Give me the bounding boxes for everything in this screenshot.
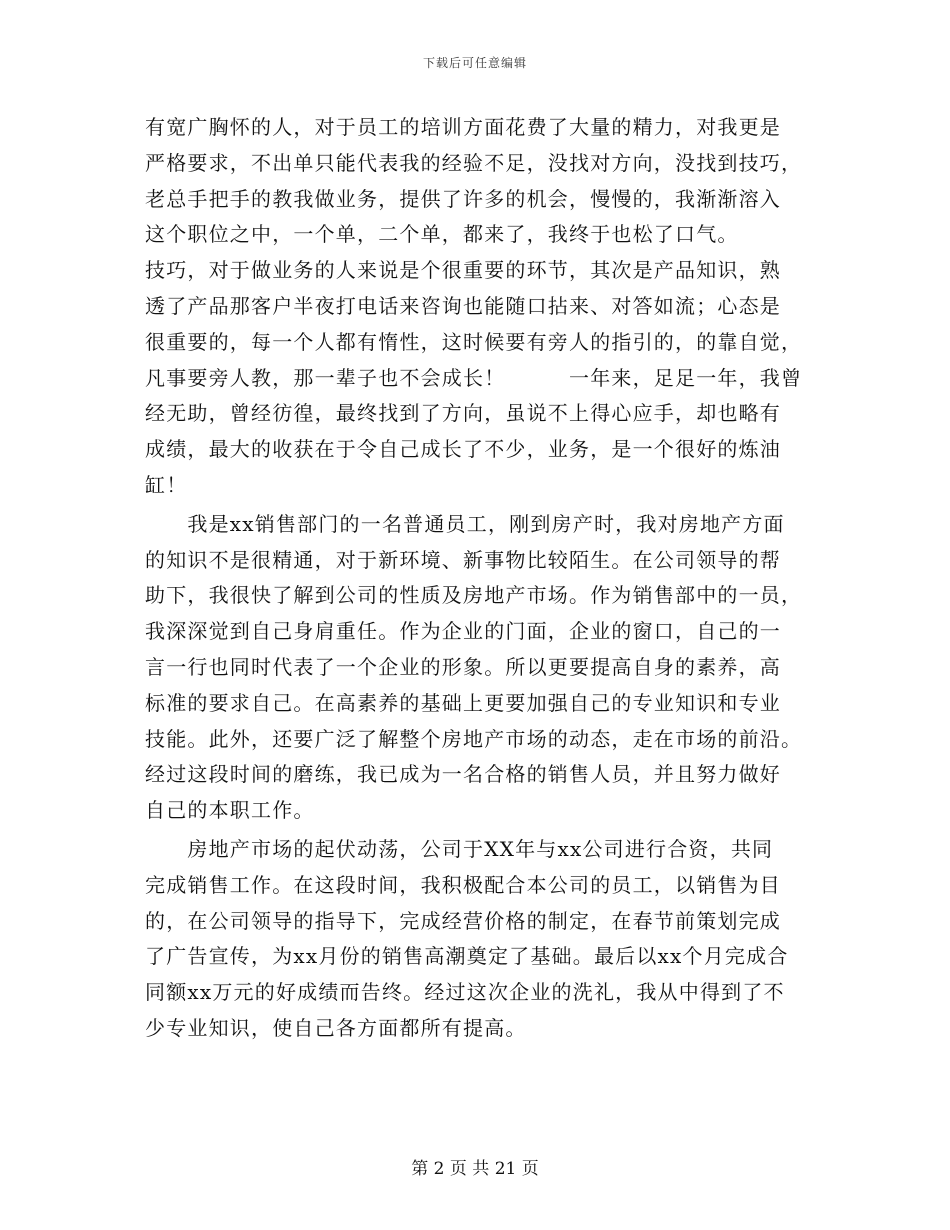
page-footer: 第 2 页 共 21 页	[411, 1159, 539, 1179]
text-line: 技巧，对于做业务的人来说是个很重要的环节，其次是产品知识，熟	[145, 258, 781, 283]
text-line: 完成销售工作。在这段时间，我积极配合本公司的员工，以销售为目	[145, 872, 781, 897]
text-line: 经过这段时间的磨练，我已成为一名合格的销售人员，并且努力做好	[145, 762, 781, 787]
text-line: 这个职位之中，一个单，二个单，都来了，我终于也松了口气。	[145, 222, 739, 247]
text-line: 言一行也同时代表了一个企业的形象。所以更要提高自身的素养，高	[145, 654, 781, 679]
text-line: 自己的本职工作。	[145, 798, 315, 823]
text-line: 缸！	[145, 472, 188, 497]
text-line: 老总手把手的教我做业务，提供了许多的机会，慢慢的，我渐渐溶入	[145, 186, 781, 211]
text-line: 凡事要旁人教，那一辈子也不会成长！ 一年来，足足一年，我曾	[145, 365, 803, 390]
text-line: 严格要求，不出单只能代表我的经验不足，没找对方向，没找到技巧，	[145, 150, 803, 175]
text-line: 房地产市场的起伏动荡，公司于XX年与xx公司进行合资，共同	[145, 836, 774, 861]
text-line: 少专业知识，使自己各方面都所有提高。	[145, 1015, 527, 1040]
text-line: 我深深觉到自己身肩重任。作为企业的门面，企业的窗口，自己的一	[145, 619, 781, 644]
text-line: 经无助，曾经彷徨，最终找到了方向，虽说不上得心应手，却也略有	[145, 401, 781, 426]
text-line: 很重要的，每一个人都有惰性，这时候要有旁人的指引的，的靠自觉，	[145, 329, 803, 354]
text-line: 技能。此外，还要广泛了解整个房地产市场的动态，走在市场的前沿。	[145, 726, 803, 751]
text-line: 同额xx万元的好成绩而告终。经过这次企业的洗礼，我从中得到了不	[145, 980, 785, 1005]
text-line: 成绩，最大的收获在于令自己成长了不少，业务，是一个很好的炼油	[145, 437, 781, 462]
body-text	[145, 110, 810, 1047]
text-line: 的，在公司领导的指导下，完成经营价格的制定，在春节前策划完成	[145, 908, 781, 933]
text-line: 有宽广胸怀的人，对于员工的培训方面花费了大量的精力，对我更是	[145, 115, 781, 139]
text-line: 标准的要求自己。在高素养的基础上更要加强自己的专业知识和专业	[145, 690, 781, 715]
page-header: 下载后可任意编辑	[422, 56, 527, 70]
text-line: 的知识不是很精通，对于新环境、新事物比较陌生。在公司领导的帮	[145, 547, 781, 572]
text-line: 了广告宣传，为xx月份的销售高潮奠定了基础。最后以xx个月完成合	[145, 944, 789, 969]
text-line: 我是xx销售部门的一名普通员工，刚到房产时，我对房地产方面	[145, 511, 785, 536]
text-line: 助下，我很快了解到公司的性质及房地产市场。作为销售部中的一员，	[145, 583, 803, 608]
text-line: 透了产品那客户半夜打电话来咨询也能随口拈来、对答如流；心态是	[145, 293, 781, 318]
